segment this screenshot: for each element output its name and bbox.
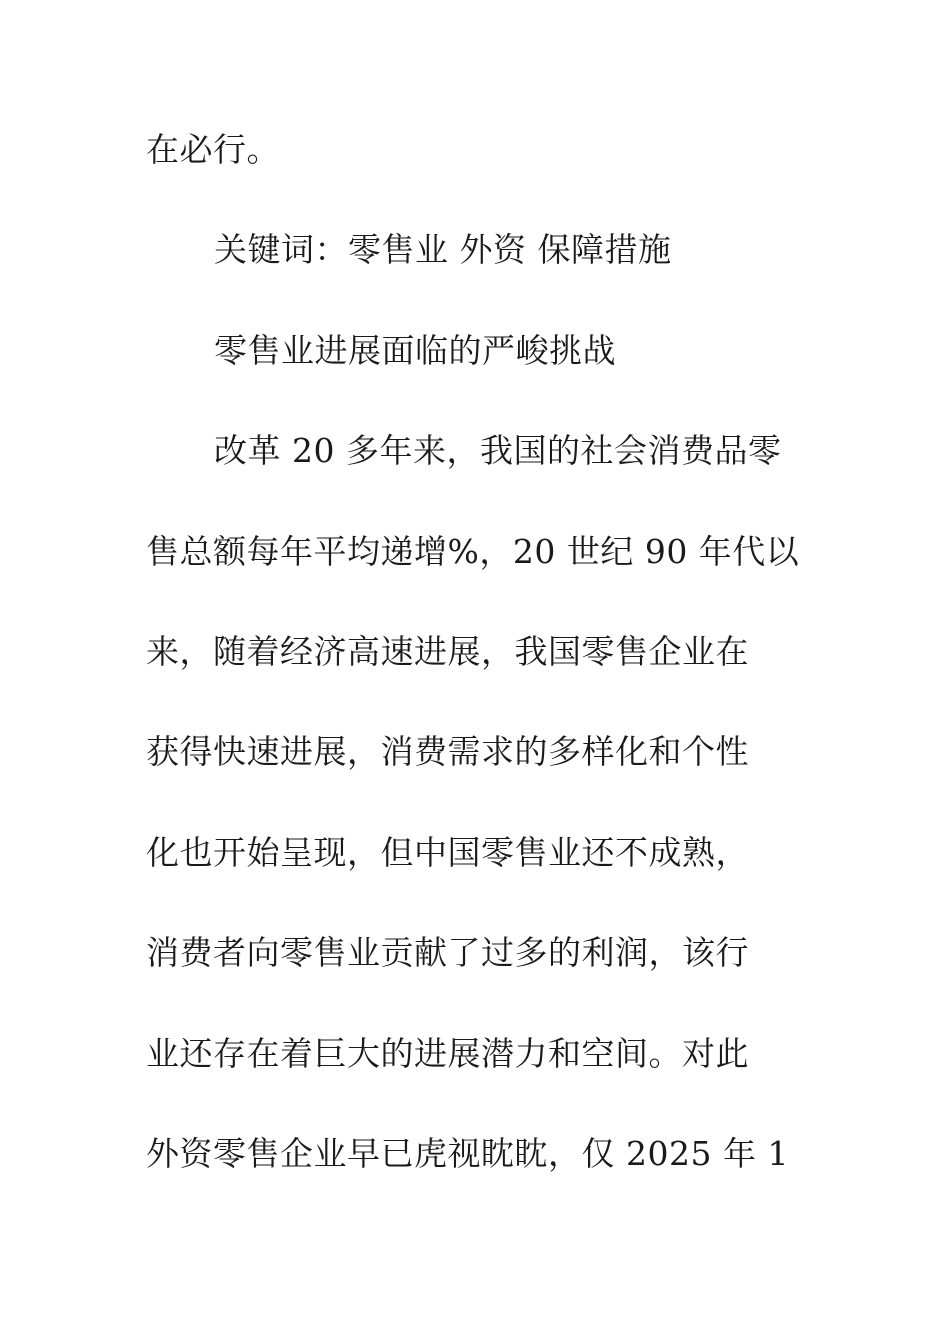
paragraph-line-6: 化也开始呈现，但中国零售业还不成熟， bbox=[146, 833, 749, 872]
paragraph-line-2: 改革 20 多年来，我国的社会消费品零 bbox=[214, 431, 782, 470]
paragraph-line-5: 获得快速进展，消费需求的多样化和个性 bbox=[146, 732, 749, 771]
section-heading: 零售业进展面临的严峻挑战 bbox=[214, 331, 616, 370]
paragraph-line-3: 售总额每年平均递增%，20 世纪 90 年代以 bbox=[146, 532, 800, 571]
paragraph-line-4: 来，随着经济高速进展，我国零售企业在 bbox=[146, 632, 749, 671]
keywords-line: 关键词：零售业 外资 保障措施 bbox=[214, 230, 672, 269]
paragraph-line-8: 业还存在着巨大的进展潜力和空间。对此 bbox=[146, 1034, 749, 1073]
paragraph-line-1: 在必行。 bbox=[146, 130, 280, 169]
paragraph-line-9: 外资零售企业早已虎视眈眈，仅 2025 年 1 bbox=[146, 1134, 789, 1173]
paragraph-line-7: 消费者向零售业贡献了过多的利润，该行 bbox=[146, 933, 749, 972]
